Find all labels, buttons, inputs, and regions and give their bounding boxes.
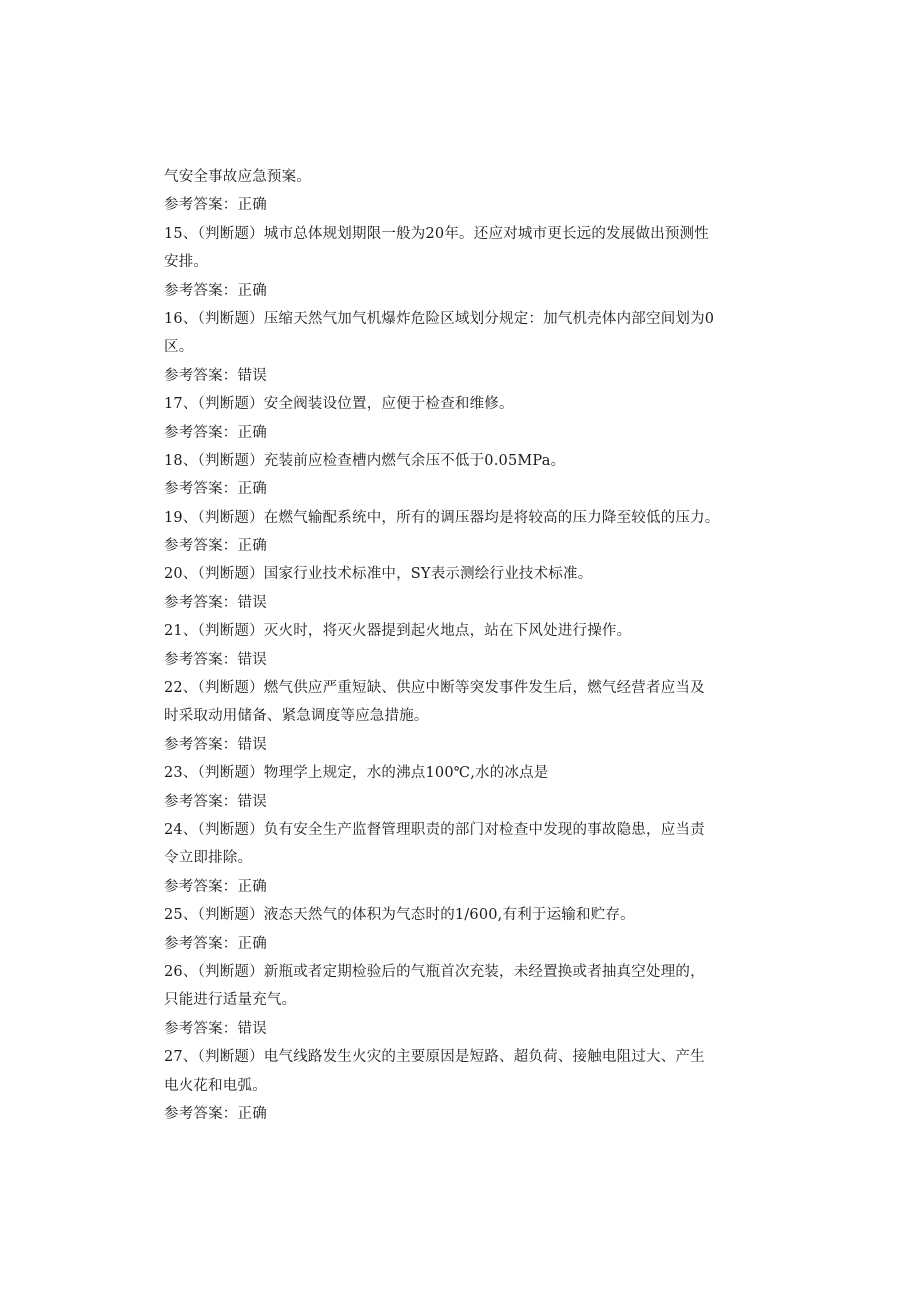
question-line: 25、（判断题）液态天然气的体积为气态时的1/600,有利于运输和贮存。 [164,907,635,924]
question-line: 23、（判断题）物理学上规定，水的沸点100℃,水的冰点是 [164,765,549,782]
question-line: 18、（判断题）充装前应检查槽内燃气余压不低于0.05MPa。 [164,452,566,469]
question-line: 26、（判断题）新瓶或者定期检验后的气瓶首次充装，未经置换或者抽真空处理的， [164,963,705,980]
question-line: 15、（判断题）城市总体规划期限一般为20年。还应对城市更长远的发展做出预测性 [164,225,709,242]
question-line: 安排。 [164,254,209,271]
question-line: 21、（判断题）灭火时，将灭火器提到起火地点，站在下风处进行操作。 [164,623,632,640]
question-line: 只能进行适量充气。 [164,992,297,1009]
question-line: 17、（判断题）安全阀装设位置，应便于检查和维修。 [164,396,514,413]
question-line: 16、（判断题）压缩天然气加气机爆炸危险区域划分规定：加气机壳体内部空间划为0 [164,310,715,327]
question-line: 24、（判断题）负有安全生产监督管理职责的部门对检查中发现的事故隐患，应当责 [164,821,705,838]
answer-line: 参考答案：正确 [164,197,267,214]
question-line: 22、（判断题）燃气供应严重短缺、供应中断等突发事件发生后，燃气经营者应当及 [164,680,705,697]
text-line: 气安全事故应急预案。 [164,169,311,185]
answer-line: 参考答案：错误 [164,367,267,384]
answer-line: 参考答案：错误 [164,651,267,668]
answer-line: 参考答案：正确 [164,538,267,555]
question-line: 电火花和电弧。 [164,1077,267,1094]
question-line: 20、（判断题）国家行业技术标准中，SY表示测绘行业技术标准。 [164,566,593,583]
answer-line: 参考答案：错误 [164,736,267,753]
question-line: 令立即排除。 [164,850,253,867]
answer-line: 参考答案：正确 [164,424,267,441]
question-line: 19、（判断题）在燃气输配系统中，所有的调压器均是将较高的压力降至较低的压力。 [164,509,720,526]
answer-line: 参考答案：正确 [164,282,267,299]
answer-line: 参考答案：错误 [164,793,267,810]
question-line: 区。 [164,339,194,356]
question-list [164,163,784,1128]
answer-line: 参考答案：错误 [164,1020,267,1037]
answer-line: 参考答案：正确 [164,481,267,498]
answer-line: 参考答案：正确 [164,1105,267,1122]
answer-line: 参考答案：错误 [164,594,267,611]
question-line: 时采取动用储备、紧急调度等应急措施。 [164,708,429,725]
answer-line: 参考答案：正确 [164,935,267,952]
answer-line: 参考答案：正确 [164,878,267,895]
question-line: 27、（判断题）电气线路发生火灾的主要原因是短路、超负荷、接触电阻过大、产生 [164,1049,705,1066]
